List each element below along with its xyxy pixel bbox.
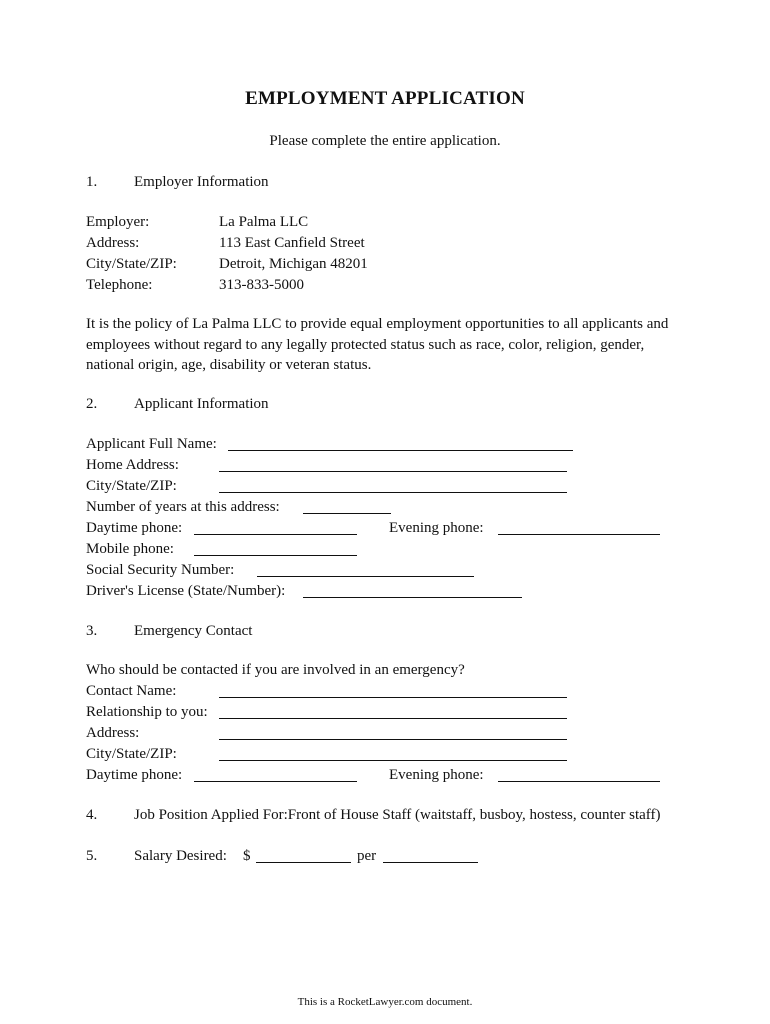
salary-label: Salary Desired:	[134, 848, 227, 864]
employer-telephone-value: 313-833-5000	[219, 277, 304, 293]
home-address-field[interactable]	[219, 471, 567, 472]
relationship-field[interactable]	[219, 718, 567, 719]
contact-address-field[interactable]	[219, 739, 567, 740]
contact-daytime-phone-label: Daytime phone:	[86, 767, 183, 783]
years-at-address-label: Number of years at this address:	[86, 499, 280, 515]
applicant-daytime-phone-field[interactable]	[194, 534, 357, 535]
document-subtitle: Please complete the entire application.	[269, 133, 501, 149]
salary-period-field[interactable]	[383, 862, 478, 863]
employer-telephone-label: Telephone:	[86, 277, 153, 293]
document-title: EMPLOYMENT APPLICATION	[245, 88, 525, 109]
job-position-value: Front of House Staff (waitstaff, busboy, hostess, counter staff)	[287, 807, 661, 823]
section-1-heading: Employer Information	[134, 174, 269, 190]
section-5-number: 5.	[86, 848, 98, 864]
ssn-label: Social Security Number:	[86, 562, 235, 578]
job-position-label: Job Position Applied For:	[134, 807, 288, 823]
contact-daytime-phone-field[interactable]	[194, 781, 357, 782]
applicant-full-name-label: Applicant Full Name:	[86, 436, 217, 452]
employer-address-value: 113 East Canfield Street	[219, 235, 365, 251]
document-footer: This is a RocketLawyer.com document.	[297, 996, 473, 1008]
employer-label: Employer:	[86, 214, 150, 230]
applicant-city-label: City/State/ZIP:	[86, 478, 177, 494]
mobile-phone-label: Mobile phone:	[86, 541, 174, 557]
salary-amount-field[interactable]	[256, 862, 351, 863]
years-at-address-field[interactable]	[303, 513, 391, 514]
employer-address-label: Address:	[86, 235, 140, 251]
mobile-phone-field[interactable]	[194, 555, 357, 556]
employer-value: La Palma LLC	[219, 214, 309, 230]
home-address-label: Home Address:	[86, 457, 179, 473]
employer-city-label: City/State/ZIP:	[86, 256, 177, 272]
section-2-heading: Applicant Information	[134, 396, 269, 412]
drivers-license-label: Driver's License (State/Number):	[86, 583, 286, 599]
applicant-evening-phone-field[interactable]	[498, 534, 660, 535]
contact-evening-phone-field[interactable]	[498, 781, 660, 782]
salary-per-label: per	[357, 848, 377, 864]
contact-name-field[interactable]	[219, 697, 567, 698]
section-3-heading: Emergency Contact	[134, 623, 253, 639]
relationship-label: Relationship to you:	[86, 704, 208, 720]
job-position-line	[134, 805, 661, 825]
equal-opportunity-policy: It is the policy of La Palma LLC to provide equal employment opportunities to all applicants and employees without regard to any legally protected status such as race, color, religion, gender, national origin, age, disability or veteran status.	[86, 316, 669, 373]
applicant-city-field[interactable]	[219, 492, 567, 493]
emergency-question: Who should be contacted if you are involved in an emergency?	[86, 662, 465, 678]
contact-city-field[interactable]	[219, 760, 567, 761]
contact-name-label: Contact Name:	[86, 683, 177, 699]
employer-city-value: Detroit, Michigan 48201	[219, 256, 368, 272]
drivers-license-field[interactable]	[303, 597, 522, 598]
section-2-number: 2.	[86, 396, 98, 412]
contact-evening-phone-label: Evening phone:	[389, 767, 484, 783]
applicant-daytime-phone-label: Daytime phone:	[86, 520, 183, 536]
contact-address-label: Address:	[86, 725, 140, 741]
section-1-number: 1.	[86, 174, 98, 190]
section-4-number: 4.	[86, 807, 98, 823]
applicant-full-name-field[interactable]	[228, 450, 573, 451]
salary-currency: $	[243, 848, 251, 864]
ssn-field[interactable]	[257, 576, 474, 577]
contact-city-label: City/State/ZIP:	[86, 746, 177, 762]
section-3-number: 3.	[86, 623, 98, 639]
applicant-evening-phone-label: Evening phone:	[389, 520, 484, 536]
